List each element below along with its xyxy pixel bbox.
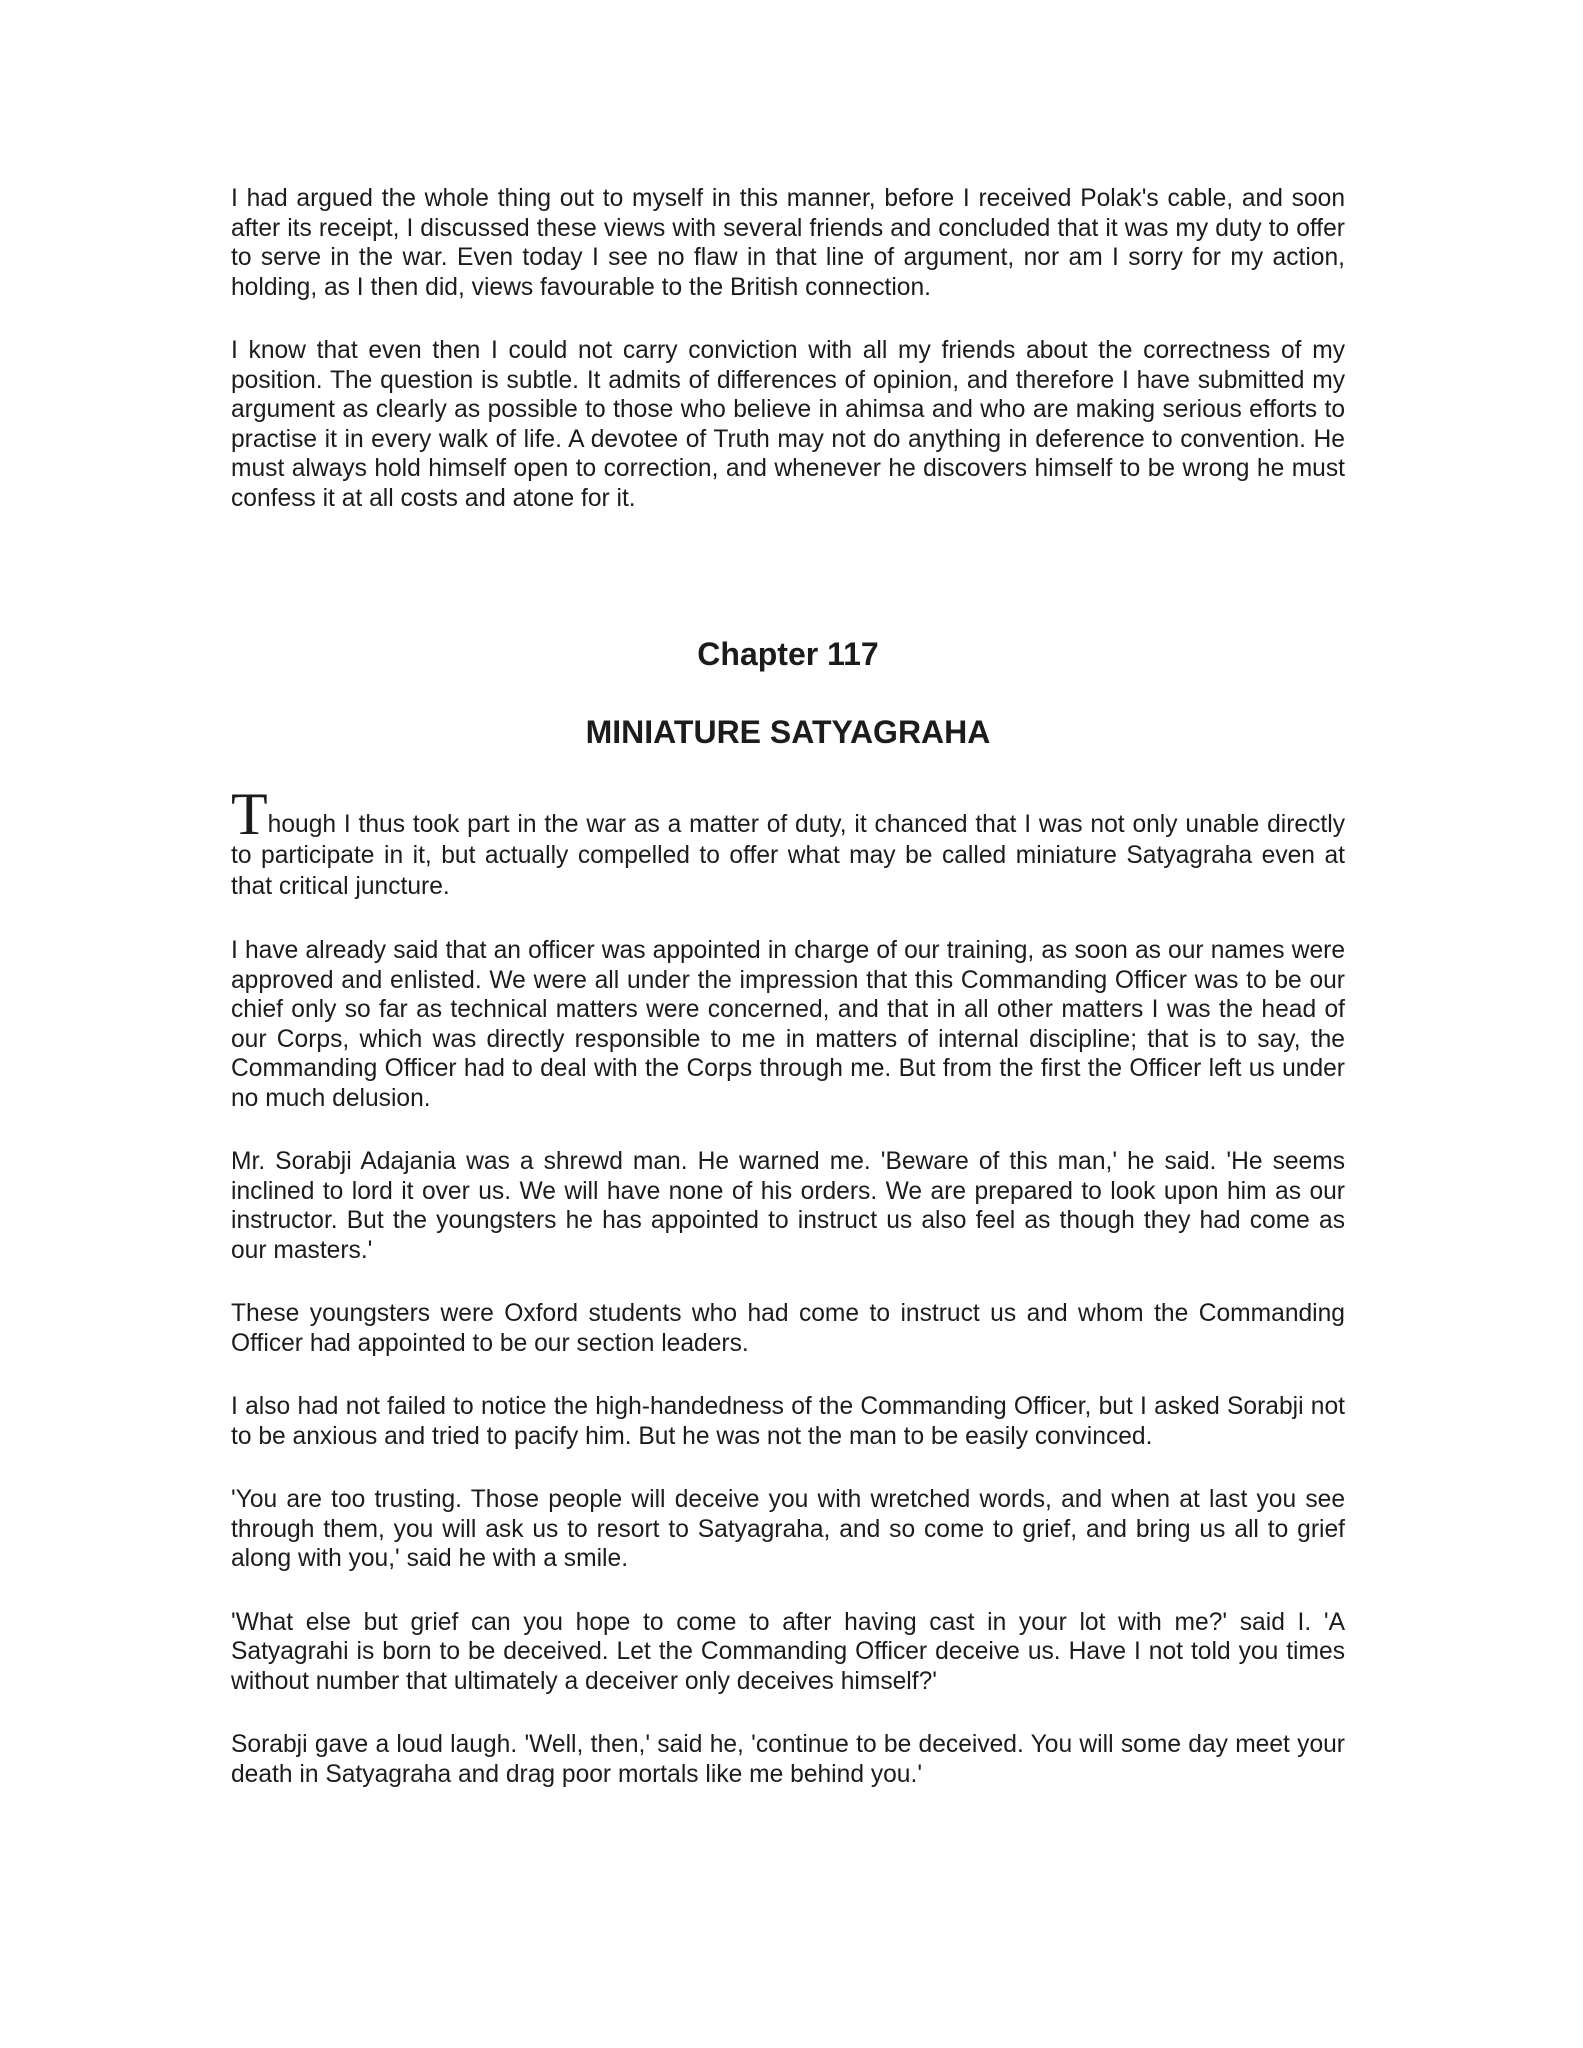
intro-paragraph: I know that even then I could not carry conviction with all my friends about the correctness of my position. The question is subtle. It admits of differences of opinion, and therefore I have submitted my argument as clearly as possible to those who believe in ahimsa and who are making serious efforts to practise it in every walk of life. A devotee of Truth may not do anything in deference to convention. He must always hold himself open to correction, and whenever he discovers himself to be wrong he must confess it at all costs and atone for it.	[231, 337, 1345, 512]
chapter-paragraph: I also had not failed to notice the high-handedness of the Commanding Officer, but I asked Sorabji not to be anxious and tried to pacify him. But he was not the man to be easily convinced.	[231, 1393, 1345, 1450]
chapter-paragraph: These youngsters were Oxford students who had come to instruct us and whom the Commanding Officer had appointed to be our section leaders.	[231, 1300, 1345, 1357]
chapter-first-paragraph	[231, 781, 1345, 902]
chapter-paragraph: I have already said that an officer was appointed in charge of our training, as soon as our names were approved and enlisted. We were all under the impression that this Commanding Officer was to be our chief only so far as technical matters were concerned, and that in all other matters I was the head of our Corps, which was directly responsible to me in matters of internal discipline; that is to say, the Commanding Officer had to deal with the Corps through me. But from the first the Officer left us under no much delusion.	[231, 937, 1345, 1112]
first-paragraph-text: hough I thus took part in the war as a matter of duty, it chanced that I was not only unable directly to participate in it, but actually compelled to offer what may be called miniature Satyagraha even at that critical juncture.	[231, 811, 1345, 900]
document-page	[231, 184, 1345, 1823]
chapter-paragraph: 'You are too trusting. Those people will deceive you with wretched words, and when at last you see through them, you will ask us to resort to Satyagraha, and so come to grief, and bring us all to grief along with you,' said he with a smile.	[231, 1486, 1345, 1572]
chapter-title-heading: MINIATURE SATYAGRAHA	[585, 714, 991, 750]
chapter-paragraph: Sorabji gave a loud laugh. 'Well, then,' said he, 'continue to be deceived. You will some day meet your death in Satyagraha and drag poor mortals like me behind you.'	[231, 1731, 1345, 1788]
chapter-number-heading: Chapter 117	[697, 636, 879, 672]
chapter-paragraph: 'What else but grief can you hope to come to after having cast in your lot with me?' said I. 'A Satyagrahi is born to be deceived. Let the Commanding Officer deceive us. Have I not told you times without number that ultimately a deceiver only deceives himself?'	[231, 1608, 1345, 1695]
chapter-paragraph: Mr. Sorabji Adajania was a shrewd man. He warned me. 'Beware of this man,' he said. 'He seems inclined to lord it over us. We will have none of his orders. We are prepared to look upon him as our instructor. But the youngsters he has appointed to instruct us also feel as though they had come as our masters.'	[231, 1148, 1345, 1264]
drop-cap: T	[231, 781, 268, 847]
intro-paragraph: I had argued the whole thing out to myself in this manner, before I received Polak's cable, and soon after its receipt, I discussed these views with several friends and concluded that it was my duty to offer to serve in the war. Even today I see no flaw in that line of argument, nor am I sorry for my action, holding, as I then did, views favourable to the British connection.	[231, 185, 1345, 301]
